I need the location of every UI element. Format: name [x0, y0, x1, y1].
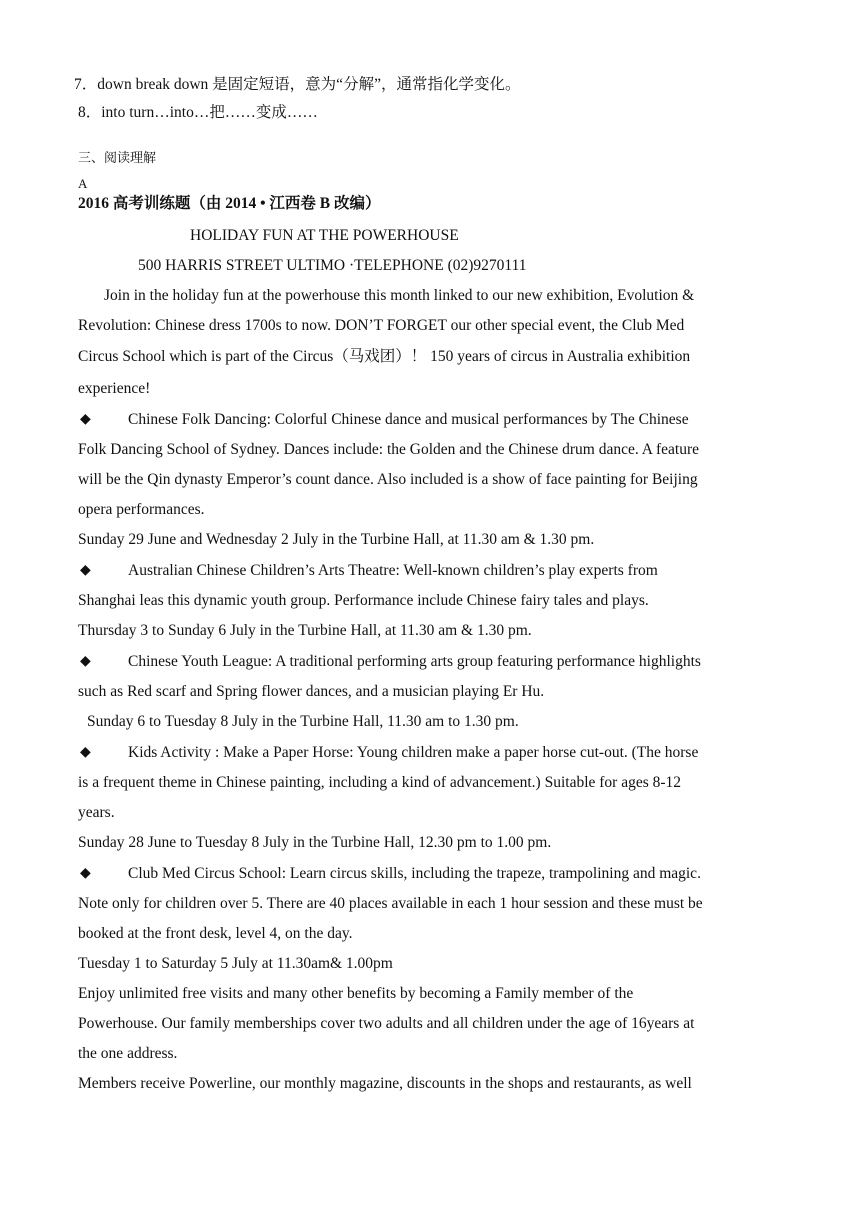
item-childrens-theatre-line: Shanghai leas this dynamic youth group. Performance include Chinese fairy tales and plays. — [78, 592, 649, 609]
section-part: A — [78, 176, 88, 191]
bullet-icon: ◆ — [80, 412, 91, 427]
intro-line: Join in the holiday fun at the powerhouse this month linked to our new exhibition, Evolution & — [104, 287, 695, 304]
bullet-icon: ◆ — [80, 563, 91, 578]
item-folk-dancing-line: opera performances. — [78, 501, 205, 518]
item-childrens-theatre-time: Thursday 3 to Sunday 6 July in the Turbine Hall, at 11.30 am & 1.30 pm. — [78, 622, 532, 639]
item-circus-school-line: Club Med Circus School: Learn circus skills, including the trapeze, trampolining and magic. — [128, 865, 701, 882]
item-youth-league-line: Chinese Youth League: A traditional performing arts group featuring performance highlights — [128, 653, 701, 670]
ad-address: 500 HARRIS STREET ULTIMO ·TELEPHONE (02)9270111 — [138, 257, 527, 274]
bullet-icon: ◆ — [80, 745, 91, 760]
item-youth-league-time: Sunday 6 to Tuesday 8 July in the Turbine Hall, 11.30 am to 1.30 pm. — [87, 713, 519, 730]
intro-line: Revolution: Chinese dress 1700s to now. DON’T FORGET our other special event, the Club Med — [78, 317, 685, 334]
item-circus-school-line: booked at the front desk, level 4, on the day. — [78, 925, 353, 942]
item-paper-horse-line: years. — [78, 804, 115, 821]
item-folk-dancing-line: Folk Dancing School of Sydney. Dances include: the Golden and the Chinese drum dance. A feature — [78, 441, 699, 458]
membership-line: Enjoy unlimited free visits and many other benefits by becoming a Family member of the — [78, 985, 634, 1002]
vocab-answer-7: 7．down break down 是固定短语，意为“分解”，通常指化学变化。 — [74, 76, 521, 93]
item-folk-dancing-time: Sunday 29 June and Wednesday 2 July in the Turbine Hall, at 11.30 am & 1.30 pm. — [78, 531, 595, 548]
item-paper-horse-time: Sunday 28 June to Tuesday 8 July in the Turbine Hall, 12.30 pm to 1.00 pm. — [78, 834, 552, 851]
bullet-icon: ◆ — [80, 866, 91, 881]
vocab-answer-8: 8．into turn…into…把……变成…… — [78, 104, 318, 121]
item-childrens-theatre-line: Australian Chinese Children’s Arts Theatre: Well-known children’s play experts from — [128, 562, 658, 579]
item-folk-dancing-line: will be the Qin dynasty Emperor’s count dance. Also included is a show of face painting for Beijing — [78, 471, 698, 488]
intro-line: experience! — [78, 380, 151, 397]
membership-line: the one address. — [78, 1045, 178, 1062]
item-circus-school-time: Tuesday 1 to Saturday 5 July at 11.30am& 1.00pm — [78, 955, 393, 972]
membership-line: Powerhouse. Our family memberships cover two adults and all children under the age of 16years at — [78, 1015, 695, 1032]
section-title: 三、阅读理解 — [78, 150, 157, 165]
ad-heading: HOLIDAY FUN AT THE POWERHOUSE — [190, 227, 459, 244]
membership-line: Members receive Powerline, our monthly magazine, discounts in the shops and restaurants, as well — [78, 1075, 692, 1092]
item-circus-school-line: Note only for children over 5. There are 40 places available in each 1 hour session and these must be — [78, 895, 703, 912]
bullet-icon: ◆ — [80, 654, 91, 669]
item-paper-horse-line: Kids Activity : Make a Paper Horse: Young children make a paper horse cut-out. (The horse — [128, 744, 699, 761]
exercise-title: 2016 高考训练题（由 2014 • 江西卷 B 改编） — [78, 195, 381, 212]
item-folk-dancing-line: Chinese Folk Dancing: Colorful Chinese dance and musical performances by The Chinese — [128, 411, 689, 428]
item-youth-league-line: such as Red scarf and Spring flower dances, and a musician playing Er Hu. — [78, 683, 545, 700]
item-paper-horse-line: is a frequent theme in Chinese painting, including a kind of advancement.) Suitable for ages 8-12 — [78, 774, 682, 791]
intro-line: Circus School which is part of the Circus（马戏团）！ 150 years of circus in Australia exhibition — [78, 348, 691, 365]
